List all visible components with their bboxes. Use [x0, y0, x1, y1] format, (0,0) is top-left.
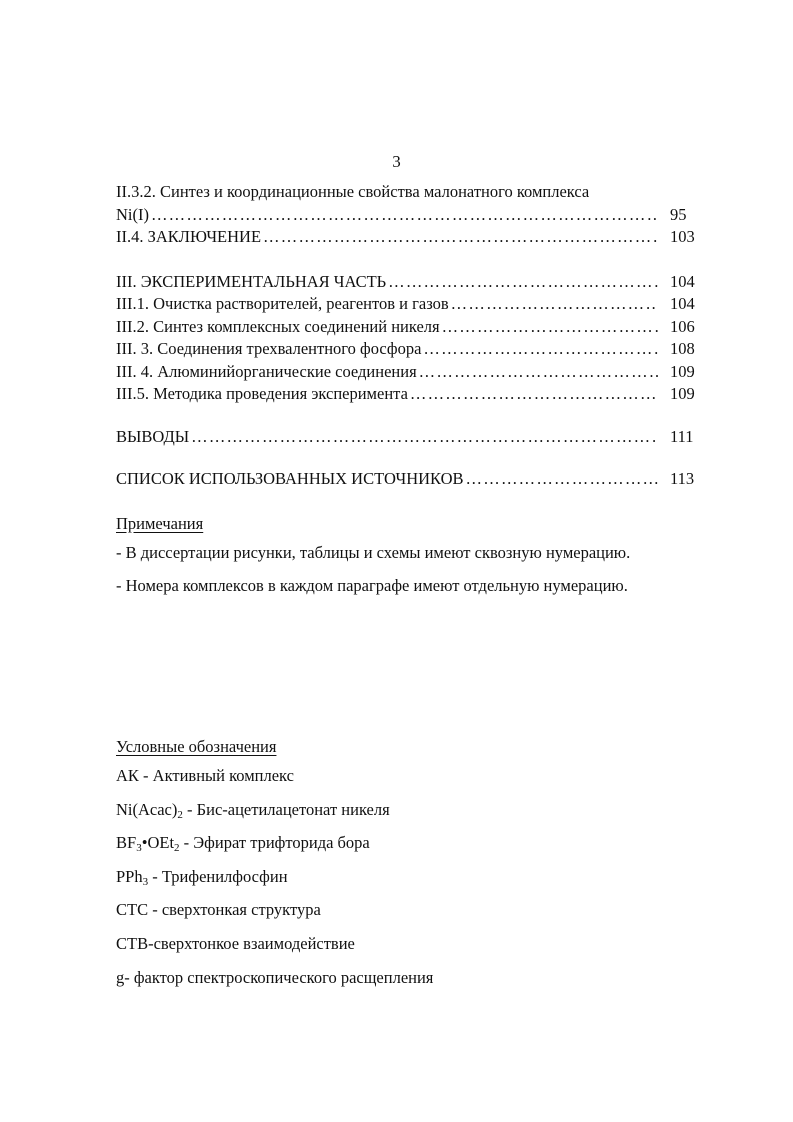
toc-page-number: 109	[670, 384, 695, 403]
abbreviation-ni-acac	[116, 793, 736, 827]
toc-entry-iii[interactable]	[116, 271, 716, 294]
toc-entry-iii-2[interactable]	[116, 316, 716, 339]
toc-entry-title: III.1. Очистка растворителей, реагентов и газов	[116, 294, 449, 313]
abbreviation-text: Ni(Acac)	[116, 799, 178, 819]
abbreviation-text: •OEt	[141, 833, 175, 853]
abbreviation-text: - Эфират трифторида бора	[179, 833, 370, 853]
note-item: - В диссертации рисунки, таблицы и схемы имеют сквозную нумерацию.	[116, 543, 631, 562]
toc-entry-conclusions[interactable]	[116, 426, 716, 449]
note-item: - Номера комплексов в каждом параграфе имеют отдельную нумерацию.	[116, 576, 628, 595]
toc-page-number: 113	[670, 469, 695, 488]
abbreviation-bf3-oet2	[116, 826, 736, 860]
toc-page-number: 111	[670, 426, 694, 446]
table-of-contents	[116, 181, 716, 491]
toc-page-number: 104	[670, 271, 695, 291]
page-number: 3	[392, 152, 401, 171]
toc-entry-references[interactable]	[116, 468, 716, 491]
subscript: 2	[174, 842, 180, 855]
toc-entry-title: III. ЭКСПЕРИМЕНТАЛЬНАЯ ЧАСТЬ	[116, 271, 387, 291]
toc-entry-ii-4[interactable]	[116, 226, 716, 249]
toc-leader-dots	[263, 226, 658, 249]
toc-entry-title: ВЫВОДЫ	[116, 426, 190, 446]
toc-entry-title: Ni(I)	[116, 204, 149, 224]
toc-leader-dots	[419, 361, 658, 384]
notes-section	[116, 512, 736, 602]
subscript: 3	[142, 875, 149, 888]
notes-heading: Примечания	[116, 514, 204, 533]
toc-leader-dots	[151, 204, 658, 227]
toc-leader-dots	[388, 271, 658, 294]
abbreviations-heading: Условные обозначения	[116, 737, 277, 756]
toc-page-number: 109	[670, 361, 695, 381]
toc-entry-title: II.3.2. Синтез и координационные свойства малонатного комплекса	[116, 182, 590, 201]
toc-entry-ii-3-2-line2[interactable]	[116, 204, 716, 227]
toc-entry-title: II.4. ЗАКЛЮЧЕНИЕ	[116, 227, 262, 246]
abbreviation-pph3	[116, 860, 736, 894]
abbreviations-section	[116, 735, 736, 994]
toc-entry-title: СПИСОК ИСПОЛЬЗОВАННЫХ ИСТОЧНИКОВ	[116, 469, 464, 488]
abbreviation-text: BF	[116, 833, 137, 853]
toc-leader-dots	[442, 316, 658, 339]
toc-leader-dots	[466, 468, 658, 491]
toc-leader-dots	[423, 338, 658, 361]
toc-page-number: 103	[670, 227, 695, 246]
toc-entry-title: III.2. Синтез комплексных соединений никеля	[116, 316, 440, 336]
subscript: 3	[136, 842, 142, 855]
toc-page-number: 106	[670, 316, 695, 336]
toc-entry-title: III. 4. Алюминийорганические соединения	[116, 361, 417, 381]
toc-entry-iii-1[interactable]	[116, 293, 716, 316]
abbreviation-sts: СТС - сверхтонкая структура	[116, 900, 321, 920]
abbreviation-ak: АК - Активный комплекс	[116, 766, 294, 785]
abbreviation-g: g- фактор спектроскопического расщепления	[116, 967, 434, 987]
abbreviation-text: PPh	[116, 866, 143, 886]
toc-entry-iii-5[interactable]	[116, 383, 716, 406]
toc-entry-title: III. 3. Соединения трехвалентного фосфора	[116, 339, 422, 358]
toc-leader-dots	[410, 383, 658, 406]
toc-entry-iii-3[interactable]	[116, 338, 716, 361]
toc-page-number: 104	[670, 294, 695, 313]
toc-entry-title: III.5. Методика проведения эксперимента	[116, 384, 408, 403]
subscript: 2	[177, 808, 183, 821]
abbreviation-text: - Трифенилфосфин	[148, 866, 288, 886]
toc-leader-dots	[191, 426, 658, 449]
toc-leader-dots	[451, 293, 658, 316]
toc-page-number: 108	[670, 339, 695, 358]
abbreviation-stv: СТВ-сверхтонкое взаимодействие	[116, 933, 355, 953]
abbreviation-text: - Бис-ацетилацетонат никеля	[182, 799, 390, 819]
toc-entry-ii-3-2-line1[interactable]	[116, 181, 716, 204]
toc-entry-iii-4[interactable]	[116, 361, 716, 384]
toc-page-number: 95	[670, 204, 687, 224]
